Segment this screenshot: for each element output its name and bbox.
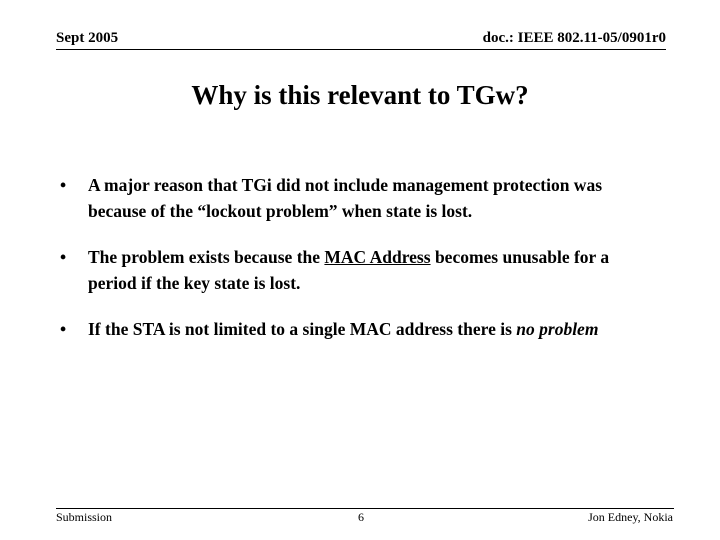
header-date: Sept 2005 xyxy=(56,30,119,46)
bullet-item-lockout xyxy=(60,172,660,224)
footer-divider xyxy=(56,508,674,509)
bullet-list xyxy=(60,172,660,362)
bullet-text-before: The problem exists because the xyxy=(88,247,325,267)
footer-author: Jon Edney, Nokia xyxy=(588,510,673,524)
header-divider xyxy=(56,49,666,50)
page-number: 6 xyxy=(358,510,364,524)
footer-submission: Submission xyxy=(56,510,113,524)
bullet-marker: • xyxy=(60,247,67,267)
bullet-text-after: becomes unusable for a period if the key state is lost. xyxy=(88,247,610,293)
bullet-item-mac-address xyxy=(60,244,660,296)
header-doc-id: doc.: IEEE 802.11-05/0901r0 xyxy=(482,30,666,46)
bullet-text-before: If the STA is not limited to a single MAC address there is xyxy=(88,319,517,339)
bullet-item-sta xyxy=(60,316,660,342)
slide-title: Why is this relevant to TGw? xyxy=(191,80,529,110)
bullet-marker: • xyxy=(60,319,67,339)
bullet-marker: • xyxy=(60,175,67,195)
underlined-term: MAC Address xyxy=(324,247,431,267)
bullet-text: A major reason that TGi did not include management protection was because of the “lockout problem” when state is lost. xyxy=(88,175,603,221)
emphasized-term: no problem xyxy=(516,319,599,339)
